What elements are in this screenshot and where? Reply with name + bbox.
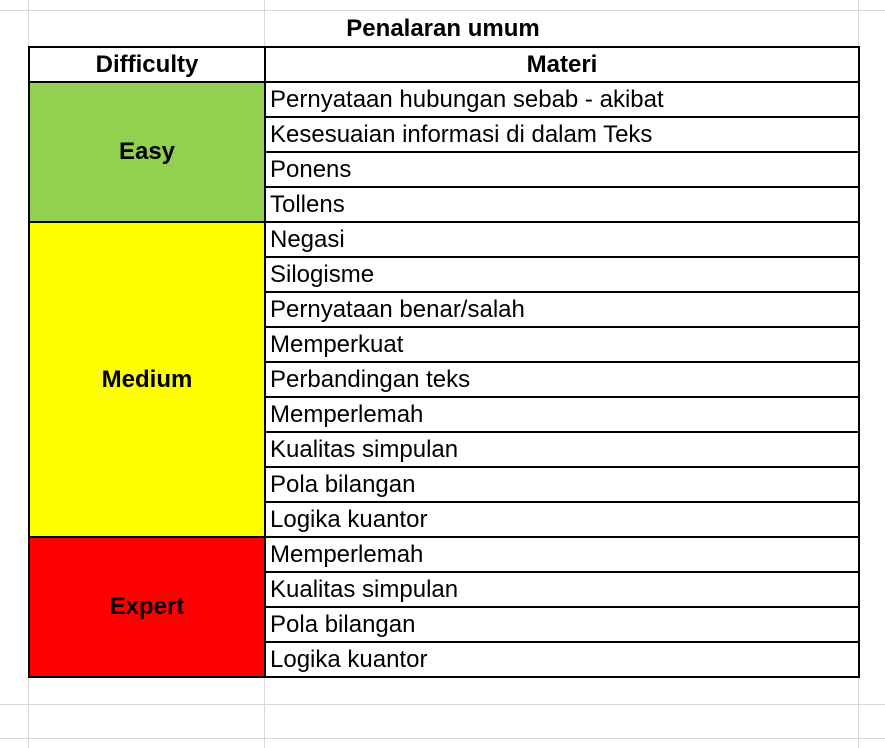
sheet-title[interactable]: Penalaran umum [346, 15, 540, 42]
materi-cell[interactable]: Silogisme [265, 257, 859, 292]
table-row [29, 82, 859, 117]
materi-cell[interactable]: Memperlemah [265, 537, 859, 572]
materi-cell[interactable]: Tollens [265, 187, 859, 222]
materi-cell[interactable]: Ponens [265, 152, 859, 187]
materi-header[interactable]: Materi [265, 47, 859, 82]
table-row [29, 537, 859, 572]
difficulty-easy-cell[interactable]: Easy [29, 82, 265, 222]
grid-line [0, 704, 885, 705]
grid-line [0, 738, 885, 739]
materi-cell[interactable]: Pola bilangan [265, 467, 859, 502]
materi-cell[interactable]: Perbandingan teks [265, 362, 859, 397]
materi-cell[interactable]: Pernyataan benar/salah [265, 292, 859, 327]
materi-cell[interactable]: Kualitas simpulan [265, 572, 859, 607]
materi-table [28, 46, 860, 678]
difficulty-medium-cell[interactable]: Medium [29, 222, 265, 537]
materi-cell[interactable]: Negasi [265, 222, 859, 257]
materi-cell[interactable]: Pernyataan hubungan sebab - akibat [265, 82, 859, 117]
materi-cell[interactable]: Kesesuaian informasi di dalam Teks [265, 117, 859, 152]
materi-cell[interactable]: Memperlemah [265, 397, 859, 432]
difficulty-expert-cell[interactable]: Expert [29, 537, 265, 677]
materi-cell[interactable]: Logika kuantor [265, 642, 859, 677]
materi-cell[interactable]: Logika kuantor [265, 502, 859, 537]
materi-cell[interactable]: Kualitas simpulan [265, 432, 859, 467]
materi-cell[interactable]: Memperkuat [265, 327, 859, 362]
header-row [29, 47, 859, 82]
table-row [29, 222, 859, 257]
materi-cell[interactable]: Pola bilangan [265, 607, 859, 642]
difficulty-header[interactable]: Difficulty [29, 47, 265, 82]
grid-line [0, 10, 885, 11]
